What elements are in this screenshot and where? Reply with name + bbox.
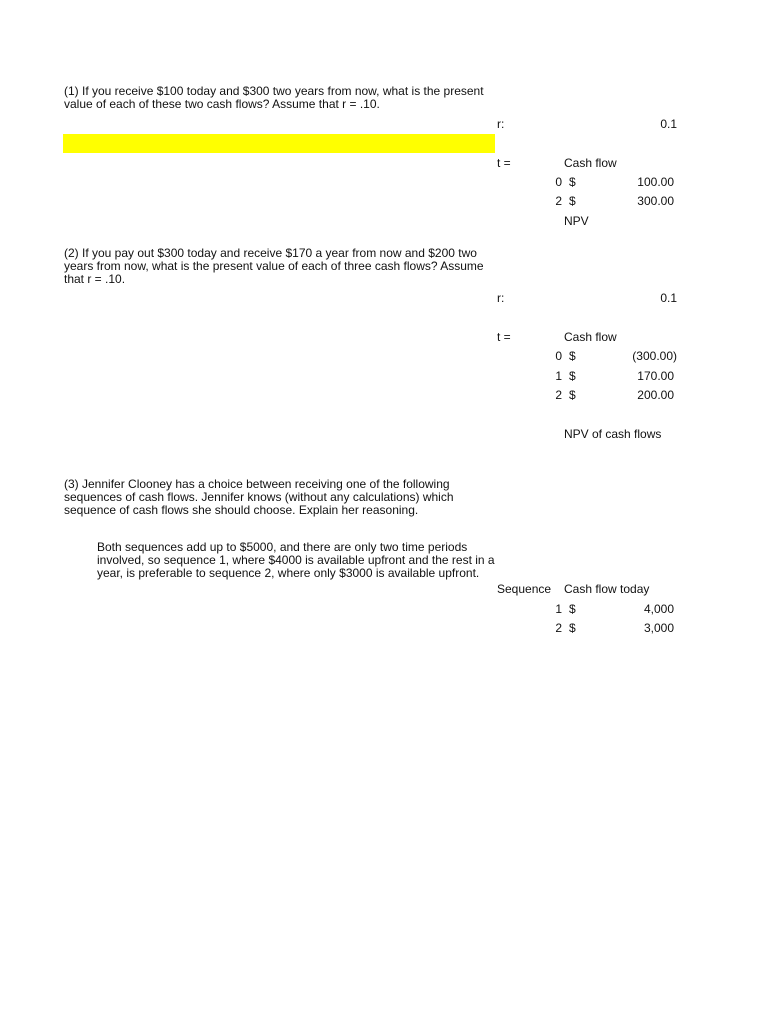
- q2-row-amount: (300.00): [632, 349, 677, 363]
- q2-row-t: 0: [555, 349, 562, 363]
- q2-r-value: 0.1: [660, 291, 677, 305]
- q2-row-amount: 170.00: [637, 369, 674, 383]
- q1-cash-flow-header: Cash flow: [564, 156, 617, 170]
- q3-row-amount: 3,000: [643, 621, 674, 635]
- q2-row-currency: $: [569, 388, 576, 402]
- q2-r-label: r:: [497, 291, 505, 305]
- q2-row-t: 1: [555, 369, 562, 383]
- q3-sequence-header: Sequence: [497, 582, 552, 596]
- question-3-answer: Both sequences add up to $5000, and there are only two time periods involved, so sequence 1, where $4000 is available upfront and the rest in a year, is preferable to sequence 2, where only $3000 is available upfront.: [97, 540, 495, 580]
- q3-row-amount: 4,000: [643, 602, 674, 616]
- q1-npv-label: NPV: [564, 214, 589, 228]
- q1-row-currency: $: [569, 175, 576, 189]
- q1-r-value: 0.1: [660, 117, 677, 131]
- q3-cash-flow-header: Cash flow today: [564, 582, 650, 596]
- q2-t-label: t =: [497, 330, 511, 344]
- q1-t-label: t =: [497, 156, 511, 170]
- q3-row-currency: $: [569, 602, 576, 616]
- q1-row-amount: 100.00: [637, 175, 674, 189]
- question-1-text: (1) If you receive $100 today and $300 two years from now, what is the present value of each of these two cash flows? Assume that r = .10.: [64, 84, 484, 111]
- q2-cash-flow-header: Cash flow: [564, 330, 617, 344]
- question-2-text: (2) If you pay out $300 today and receive $170 a year from now and $200 two years from now, what is the present value of each of three cash flows? Assume that r = .10.: [64, 246, 484, 286]
- q3-row-seq: 1: [555, 602, 562, 616]
- q1-row-t: 0: [555, 175, 562, 189]
- q1-row-currency: $: [569, 194, 576, 208]
- highlighted-cell: [63, 134, 495, 153]
- q3-row-seq: 2: [555, 621, 562, 635]
- q2-npv-label: NPV of cash flows: [564, 427, 662, 441]
- q1-r-label: r:: [497, 117, 505, 131]
- q2-row-t: 2: [555, 388, 562, 402]
- question-3-text: (3) Jennifer Clooney has a choice between receiving one of the following sequences of cash flows. Jennifer knows (without any calculations) which sequence of cash flows she should choose. Explain her reasoning.: [64, 477, 454, 517]
- q1-row-t: 2: [555, 194, 562, 208]
- q2-row-currency: $: [569, 349, 576, 363]
- q2-row-currency: $: [569, 369, 576, 383]
- q1-row-amount: 300.00: [637, 194, 674, 208]
- q3-row-currency: $: [569, 621, 576, 635]
- q2-row-amount: 200.00: [637, 388, 674, 402]
